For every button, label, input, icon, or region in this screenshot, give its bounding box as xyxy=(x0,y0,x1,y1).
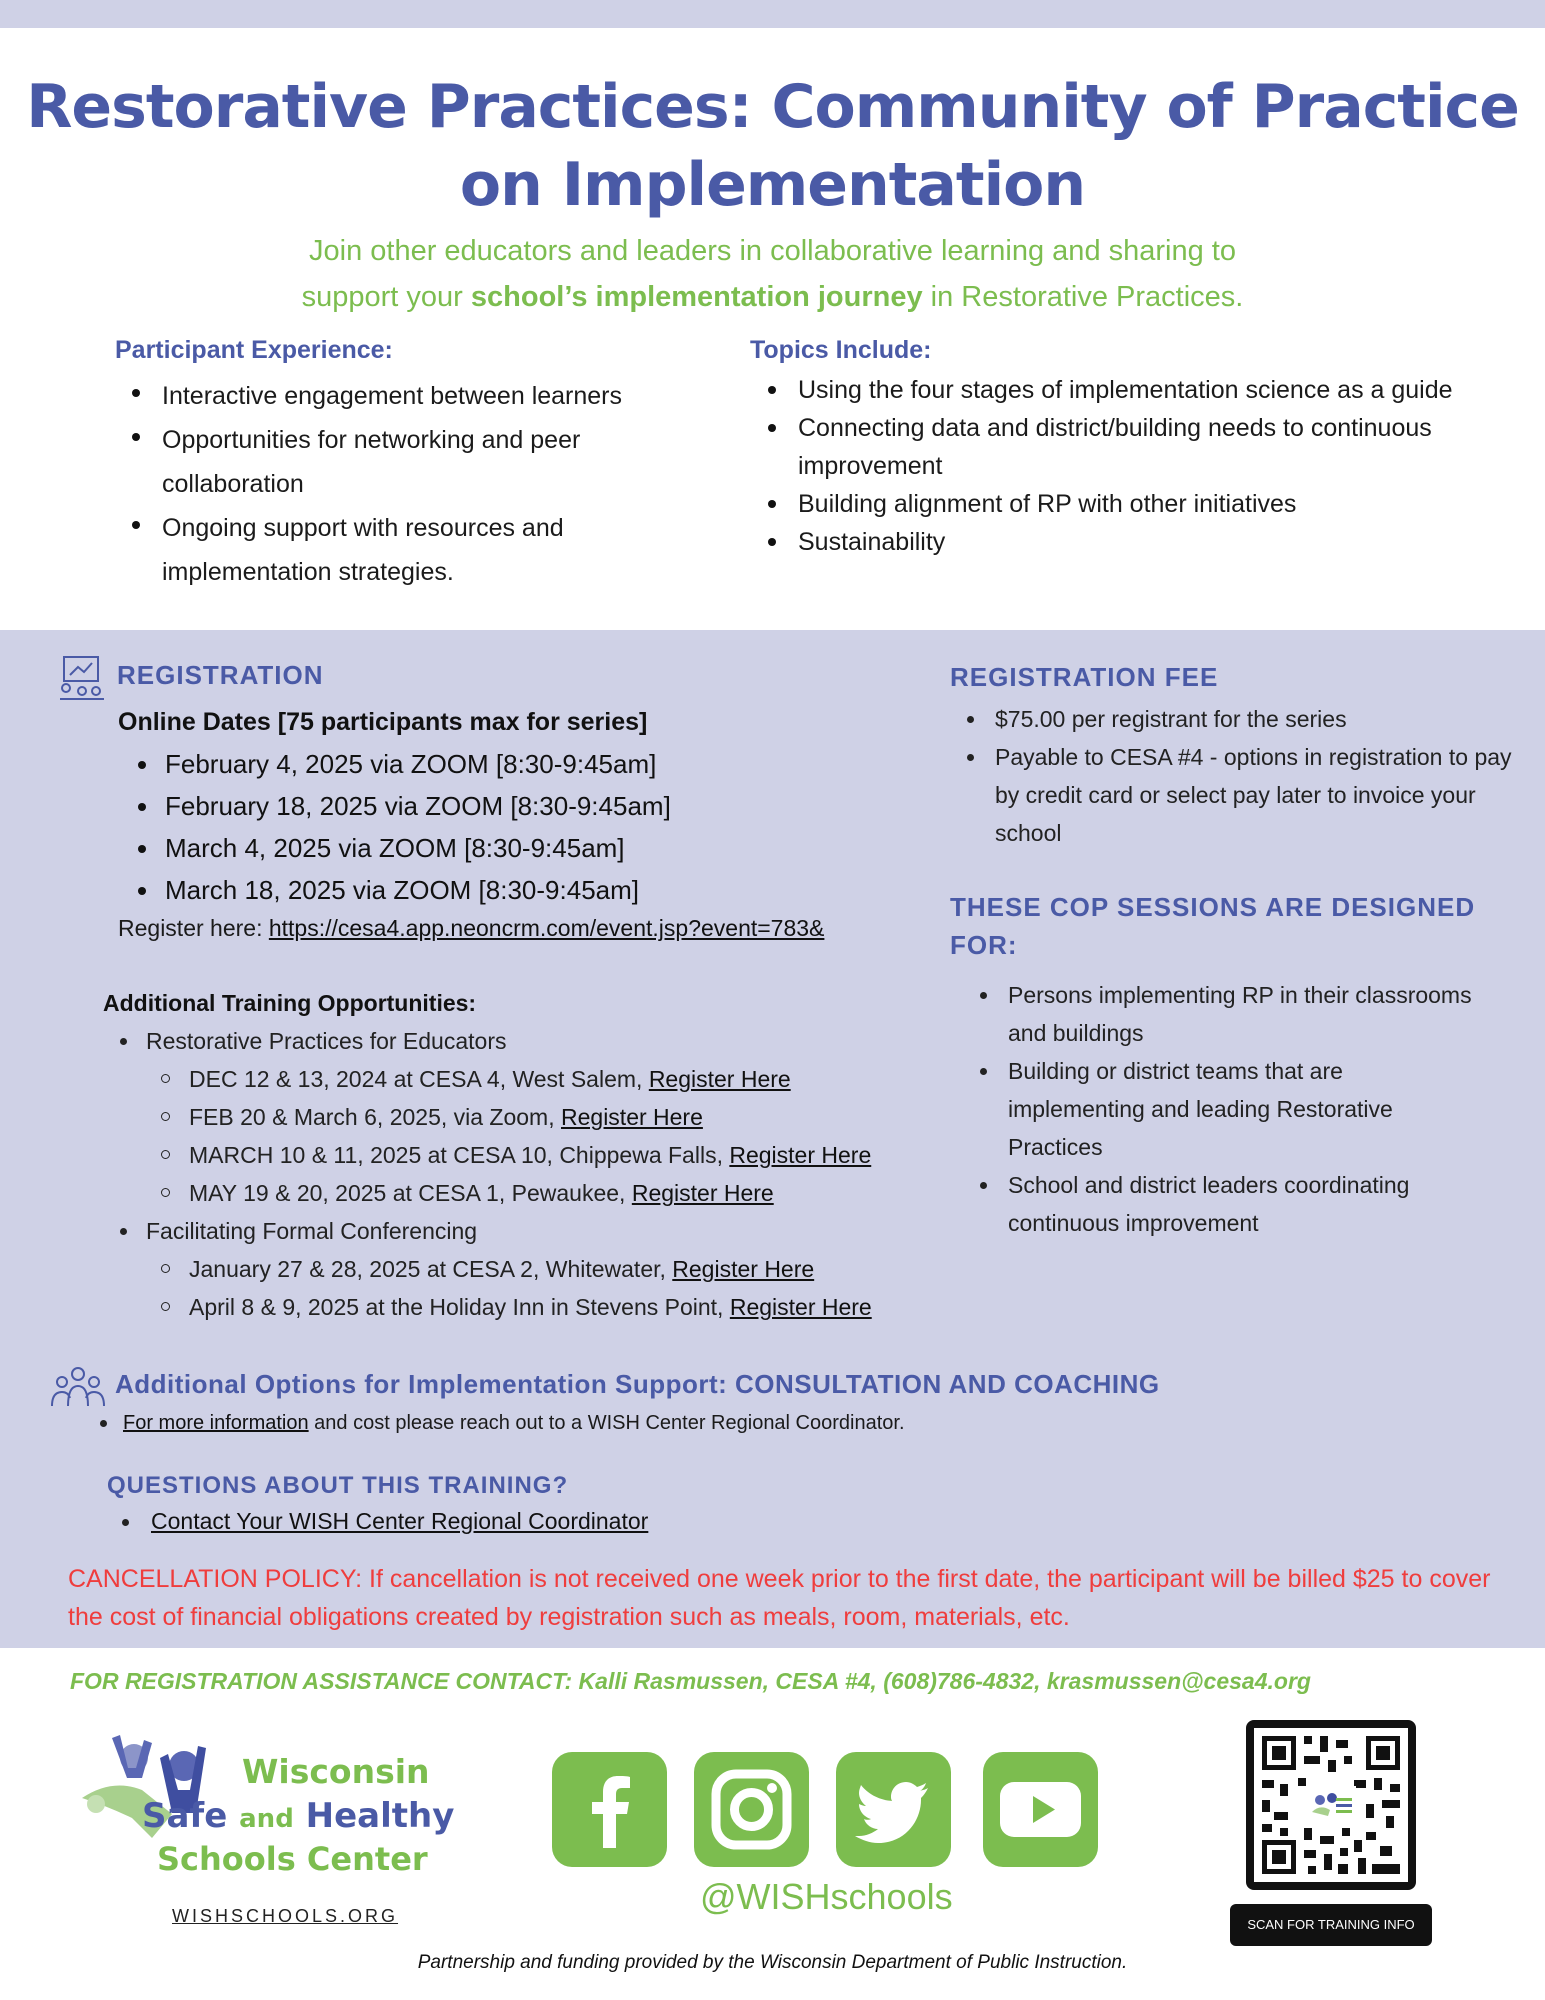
logo-figures-icon xyxy=(72,1718,232,1858)
list-item: March 4, 2025 via ZOOM [8:30-9:45am] xyxy=(118,827,671,869)
list-item: Ongoing support with resources and implementation strategies. xyxy=(116,506,696,594)
list-item: Building alignment of RP with other initiatives xyxy=(752,485,1512,523)
instagram-icon[interactable] xyxy=(694,1752,809,1867)
register-here-link[interactable]: Register Here xyxy=(648,1066,791,1092)
questions-line xyxy=(122,1508,648,1535)
list-item: March 18, 2025 via ZOOM [8:30-9:45am] xyxy=(118,869,671,911)
facebook-icon[interactable] xyxy=(552,1752,667,1867)
list-item: April 8 & 9, 2025 at the Holiday Inn in Stevens Point, Register Here xyxy=(103,1288,872,1326)
list-item: $75.00 per registrant for the series xyxy=(945,700,1515,738)
funding-note: Partnership and funding provided by the Wisconsin Department of Public Instruction. xyxy=(417,1952,1128,1973)
youtube-icon[interactable] xyxy=(983,1752,1098,1867)
additional-heading: Additional Training Opportunities: xyxy=(103,990,477,1016)
participant-heading: Participant Experience: xyxy=(115,336,393,364)
cancellation-policy: CANCELLATION POLICY: If cancellation is not received one week prior to the first date, the participant will be billed $25 to cover the cost of financial obligations created by registration such as meals, room, materials, etc. xyxy=(68,1565,1491,1631)
page-title: Restorative Practices: Community of Practice on Implementation xyxy=(26,72,1519,220)
list-item: Connecting data and district/building needs to continuous improvement xyxy=(752,409,1512,485)
register-here-link[interactable]: Register Here xyxy=(631,1180,774,1206)
top-color-bar xyxy=(0,0,1545,28)
online-dates-list xyxy=(118,743,671,911)
qr-code-icon xyxy=(1254,1728,1408,1882)
fee-heading: REGISTRATION FEE xyxy=(950,662,1219,692)
additional-list xyxy=(103,1022,872,1326)
website-link[interactable]: WISHSCHOOLS.ORG xyxy=(172,1906,399,1926)
social-handle: @WISHschools xyxy=(700,1876,953,1917)
register-link[interactable]: https://cesa4.app.neoncrm.com/event.jsp?event=783& xyxy=(268,915,825,941)
questions-heading: QUESTIONS ABOUT THIS TRAINING? xyxy=(107,1472,569,1499)
list-item: January 27 & 28, 2025 at CESA 2, Whitewater, Register Here xyxy=(103,1250,872,1288)
list-item: Interactive engagement between learners xyxy=(116,374,696,418)
qr-code[interactable] xyxy=(1246,1720,1416,1890)
list-item: Building or district teams that are implementing and leading Restorative Practices xyxy=(958,1052,1478,1166)
list-item: MARCH 10 & 11, 2025 at CESA 10, Chippewa Falls, Register Here xyxy=(103,1136,872,1174)
contact-coordinator-link[interactable]: Contact Your WISH Center Regional Coordinator xyxy=(151,1508,649,1534)
qr-label: SCAN FOR TRAINING INFO xyxy=(1230,1904,1432,1946)
twitter-icon[interactable] xyxy=(836,1752,951,1867)
list-item: FEB 20 & March 6, 2025, via Zoom, Register Here xyxy=(103,1098,872,1136)
list-item: Payable to CESA #4 - options in registration to pay by credit card or select pay later to invoice your school xyxy=(945,738,1515,852)
list-item: Restorative Practices for Educators xyxy=(103,1022,872,1060)
register-line: Register here: https://cesa4.app.neoncrm.com/event.jsp?event=783& xyxy=(118,915,825,941)
topics-list xyxy=(752,371,1512,561)
presentation-icon xyxy=(58,655,106,701)
page-subtitle: Join other educators and leaders in collaborative learning and sharing to support your school’s implementation journey in Restorative Practices. xyxy=(301,235,1244,313)
register-here-link[interactable]: Register Here xyxy=(672,1256,815,1282)
wish-logo: Wisconsin Safe and Healthy Schools Center xyxy=(72,1718,472,1908)
designed-for-list xyxy=(958,976,1478,1242)
list-item: February 4, 2025 via ZOOM [8:30-9:45am] xyxy=(118,743,671,785)
list-item: DEC 12 & 13, 2024 at CESA 4, West Salem, Register Here xyxy=(103,1060,872,1098)
topics-heading: Topics Include: xyxy=(750,336,932,364)
designed-for-heading: THESE COP SESSIONS ARE DESIGNED FOR: xyxy=(950,892,1476,960)
fee-list xyxy=(945,700,1515,852)
participant-list xyxy=(116,374,696,594)
list-item: Using the four stages of implementation science as a guide xyxy=(752,371,1512,409)
register-here-link[interactable]: Register Here xyxy=(729,1294,872,1320)
options-heading: Additional Options for Implementation Support: CONSULTATION AND COACHING xyxy=(115,1369,1160,1399)
list-item: Facilitating Formal Conferencing xyxy=(103,1212,872,1250)
registration-assistance: FOR REGISTRATION ASSISTANCE CONTACT: Kalli Rasmussen, CESA #4, (608)786-4832, krasmussen@cesa4.org xyxy=(70,1668,1311,1694)
list-item: Persons implementing RP in their classrooms and buildings xyxy=(958,976,1478,1052)
list-item: School and district leaders coordinating continuous improvement xyxy=(958,1166,1478,1242)
register-here-link[interactable]: Register Here xyxy=(561,1104,703,1130)
list-item: February 18, 2025 via ZOOM [8:30-9:45am] xyxy=(118,785,671,827)
list-item: Sustainability xyxy=(752,523,1512,561)
list-item: Opportunities for networking and peer collaboration xyxy=(116,418,696,506)
options-line: For more information and cost please reach out to a WISH Center Regional Coordinator. xyxy=(100,1412,905,1435)
group-icon xyxy=(50,1366,106,1408)
online-dates-heading: Online Dates [75 participants max for series] xyxy=(118,708,648,736)
registration-heading: REGISTRATION xyxy=(117,660,324,690)
register-here-link[interactable]: Register Here xyxy=(729,1142,872,1168)
list-item: MAY 19 & 20, 2025 at CESA 1, Pewaukee, Register Here xyxy=(103,1174,872,1212)
more-info-link[interactable]: For more information xyxy=(123,1412,309,1434)
